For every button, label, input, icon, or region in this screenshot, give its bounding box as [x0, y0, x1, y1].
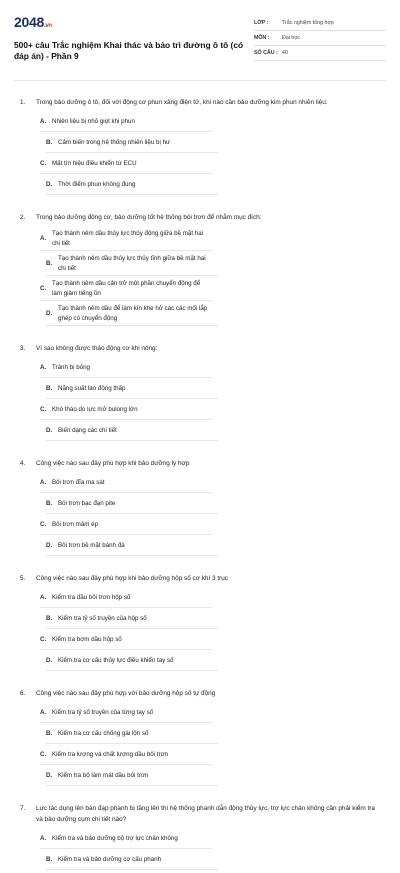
option-text: Kiểm tra tỷ số truyền của từng tay số: [52, 708, 154, 716]
answer-option[interactable]: [40, 402, 212, 420]
option-letter: C.: [40, 284, 47, 292]
answer-option[interactable]: [40, 831, 212, 849]
option-text: Biến dạng các chi tiết: [58, 426, 117, 434]
answer-option[interactable]: [40, 114, 212, 132]
option-text: Bôi trơn đĩa ma sát: [52, 478, 105, 486]
answer-options: [14, 831, 386, 873]
option-text: Nhiên liệu bị nhỏ giọt khi phun: [52, 117, 135, 125]
option-letter: B.: [46, 384, 53, 392]
answer-option[interactable]: [46, 254, 218, 276]
info-row-subject: [254, 31, 386, 46]
question-item: [14, 803, 386, 873]
option-text: Tạo thành nêm dầu thủy lực thủy động giữa bề mặt hai chi tiết: [52, 230, 204, 247]
answer-option[interactable]: [40, 279, 212, 301]
option-text: Khó tháo do lực mở bulong lớn: [52, 405, 138, 413]
question-list: [14, 97, 386, 873]
answer-option[interactable]: [40, 360, 212, 378]
option-letter: D.: [46, 180, 53, 188]
question-line: [14, 803, 386, 825]
option-letter: C.: [40, 635, 47, 643]
question-text: Công việc nào sau đây phù hợp khi bảo dưỡng ly hợp: [36, 460, 190, 467]
question-number: 2.: [20, 214, 26, 221]
info-label: MÔN :: [254, 35, 270, 41]
document-title: 500+ câu Trắc nghiệm Khai thác và bảo trì đường ô tô (có đáp án) - Phần 9: [14, 40, 244, 61]
option-text: Kiểm tra tỷ số truyền của hộp số: [58, 614, 147, 622]
question-line: [14, 97, 386, 108]
answer-option[interactable]: [46, 496, 218, 514]
question-line: [14, 688, 386, 699]
header-left: [14, 14, 250, 76]
question-text: Vì sao không được tháo động cơ khi nóng:: [36, 345, 158, 352]
question-item: [14, 688, 386, 789]
option-text: Thời điểm phun không đúng: [58, 180, 136, 188]
option-text: Tránh bị bỏng: [52, 363, 90, 371]
option-text: Tạo thành nêm dầu thủy lực thủy tĩnh giữa bề mặt hai chi tiết: [58, 255, 206, 272]
answer-option[interactable]: [46, 653, 218, 671]
answer-option[interactable]: [46, 135, 218, 153]
answer-option[interactable]: [46, 381, 218, 399]
option-letter: A.: [40, 593, 47, 601]
option-text: Năng suất lao động thấp: [58, 384, 126, 392]
answer-option[interactable]: [46, 177, 218, 195]
option-text: Kiểm tra bơm dầu hộp số: [52, 635, 122, 643]
answer-option[interactable]: [40, 747, 212, 765]
option-text: Kiểm tra dầu bôi trơn hộp số: [52, 593, 131, 601]
option-text: Tạo thành nêm dầu để làm kín khe hở các các mối lắp ghép có chuyển động: [58, 305, 208, 322]
option-text: Mất tín hiệu điều khiển từ ECU: [52, 159, 137, 167]
question-line: [14, 212, 386, 223]
option-letter: B.: [46, 614, 53, 622]
option-letter: D.: [46, 541, 53, 549]
option-letter: C.: [40, 159, 47, 167]
info-label: SỐ CÂU :: [254, 50, 278, 56]
question-line: [14, 343, 386, 354]
answer-option[interactable]: [46, 538, 218, 556]
header-divider: [14, 80, 386, 81]
question-number: 6.: [20, 690, 26, 697]
question-item: [14, 97, 386, 198]
option-letter: D.: [46, 771, 53, 779]
option-letter: B.: [46, 259, 53, 267]
info-value: Đại học: [282, 35, 300, 41]
option-text: Tạo thành nêm dầu cản trở một phần chuyển động để làm giảm tiếng ồn: [52, 280, 201, 297]
option-letter: B.: [46, 855, 53, 863]
question-number: 3.: [20, 345, 26, 352]
option-text: Bôi trơn bạc đạn pite: [58, 499, 116, 507]
answer-option[interactable]: [46, 768, 218, 786]
info-label: LỚP :: [254, 20, 269, 26]
question-item: [14, 573, 386, 674]
answer-option[interactable]: [40, 475, 212, 493]
option-letter: B.: [46, 499, 53, 507]
question-text: Trong bảo dưỡng động cơ, bảo dưỡng tốt hệ thống bôi trơn để nhằm mục đích:: [36, 214, 262, 221]
info-row-class: [254, 16, 386, 31]
question-item: [14, 343, 386, 444]
answer-option[interactable]: [46, 611, 218, 629]
logo-sub: .vn: [43, 23, 52, 29]
info-value: Trắc nghiệm tổng hợp: [282, 20, 334, 26]
answer-options: [14, 590, 386, 674]
question-number: 7.: [20, 805, 26, 812]
question-item: [14, 458, 386, 559]
answer-options: [14, 114, 386, 198]
option-letter: A.: [40, 834, 47, 842]
question-text: Công việc nào sau đây phù hợp với bảo dưỡng hộp số tự động: [36, 690, 216, 697]
answer-options: [14, 705, 386, 789]
option-text: Kiểm tra lượng và chất lượng dầu bôi trơn: [52, 750, 169, 758]
option-letter: A.: [40, 117, 47, 125]
option-text: Kiểm tra bộ làm mát dầu bôi trơn: [58, 771, 149, 779]
info-value: 40: [282, 50, 288, 56]
site-logo[interactable]: [14, 14, 250, 30]
option-text: Kiểm tra cơ cấu chống gài lộn số: [58, 729, 149, 737]
question-text: Công việc nào sau đây phù hợp khi bảo dưỡng hộp số cơ khí 3 trục: [36, 575, 228, 582]
answer-option[interactable]: [40, 705, 212, 723]
option-letter: B.: [46, 729, 53, 737]
option-text: Cảm biến trong hệ thống nhiên liệu bị hư: [58, 138, 171, 146]
option-text: Kiểm tra và bảo dưỡng cơ cấu phanh: [58, 855, 162, 863]
option-letter: A.: [40, 478, 47, 486]
answer-option[interactable]: [46, 852, 218, 870]
question-number: 4.: [20, 460, 26, 467]
option-letter: C.: [40, 750, 47, 758]
answer-options: [14, 475, 386, 559]
answer-options: [14, 360, 386, 444]
logo-main: 2048: [14, 14, 44, 30]
option-letter: A.: [40, 234, 47, 242]
option-text: Bôi trơn bề mặt bánh đà: [58, 541, 125, 549]
option-letter: D.: [46, 426, 53, 434]
option-letter: D.: [46, 656, 53, 664]
question-number: 5.: [20, 575, 26, 582]
option-letter: B.: [46, 138, 53, 146]
option-letter: A.: [40, 708, 47, 716]
option-text: Bôi trơn mâm ép: [52, 520, 99, 528]
option-text: Kiểm tra cơ cấu thủy lực điều khiển tay số: [58, 656, 174, 664]
option-letter: A.: [40, 363, 47, 371]
question-number: 1.: [20, 99, 26, 106]
answer-option[interactable]: [40, 229, 212, 251]
option-letter: C.: [40, 405, 47, 413]
info-panel: [254, 16, 386, 76]
question-text: Trong bảo dưỡng ô tô, đối với động cơ phun xăng điện tử, khi nào cần bảo dưỡng kim phun nhiên liệu:: [36, 99, 328, 106]
answer-options: [14, 229, 386, 329]
info-row-count: [254, 46, 386, 61]
option-letter: D.: [46, 309, 53, 317]
answer-option[interactable]: [46, 423, 218, 441]
answer-option[interactable]: [40, 156, 212, 174]
question-item: [14, 212, 386, 329]
answer-option[interactable]: [46, 304, 218, 326]
question-text: Lực tác dụng lên bàn đạp phanh bị tăng lên thì hệ thống phanh dẫn động thủy lực, trợ lực chân không cần phải kiểm tra và bảo dưỡng cụm chi tiết nào?: [36, 805, 375, 823]
answer-option[interactable]: [40, 590, 212, 608]
option-letter: C.: [40, 520, 47, 528]
answer-option[interactable]: [40, 517, 212, 535]
document-header: [14, 14, 386, 76]
question-line: [14, 458, 386, 469]
question-line: [14, 573, 386, 584]
answer-option[interactable]: [40, 632, 212, 650]
option-text: Kiểm tra và bảo dưỡng bộ trợ lực chân không: [52, 834, 178, 842]
answer-option[interactable]: [46, 726, 218, 744]
